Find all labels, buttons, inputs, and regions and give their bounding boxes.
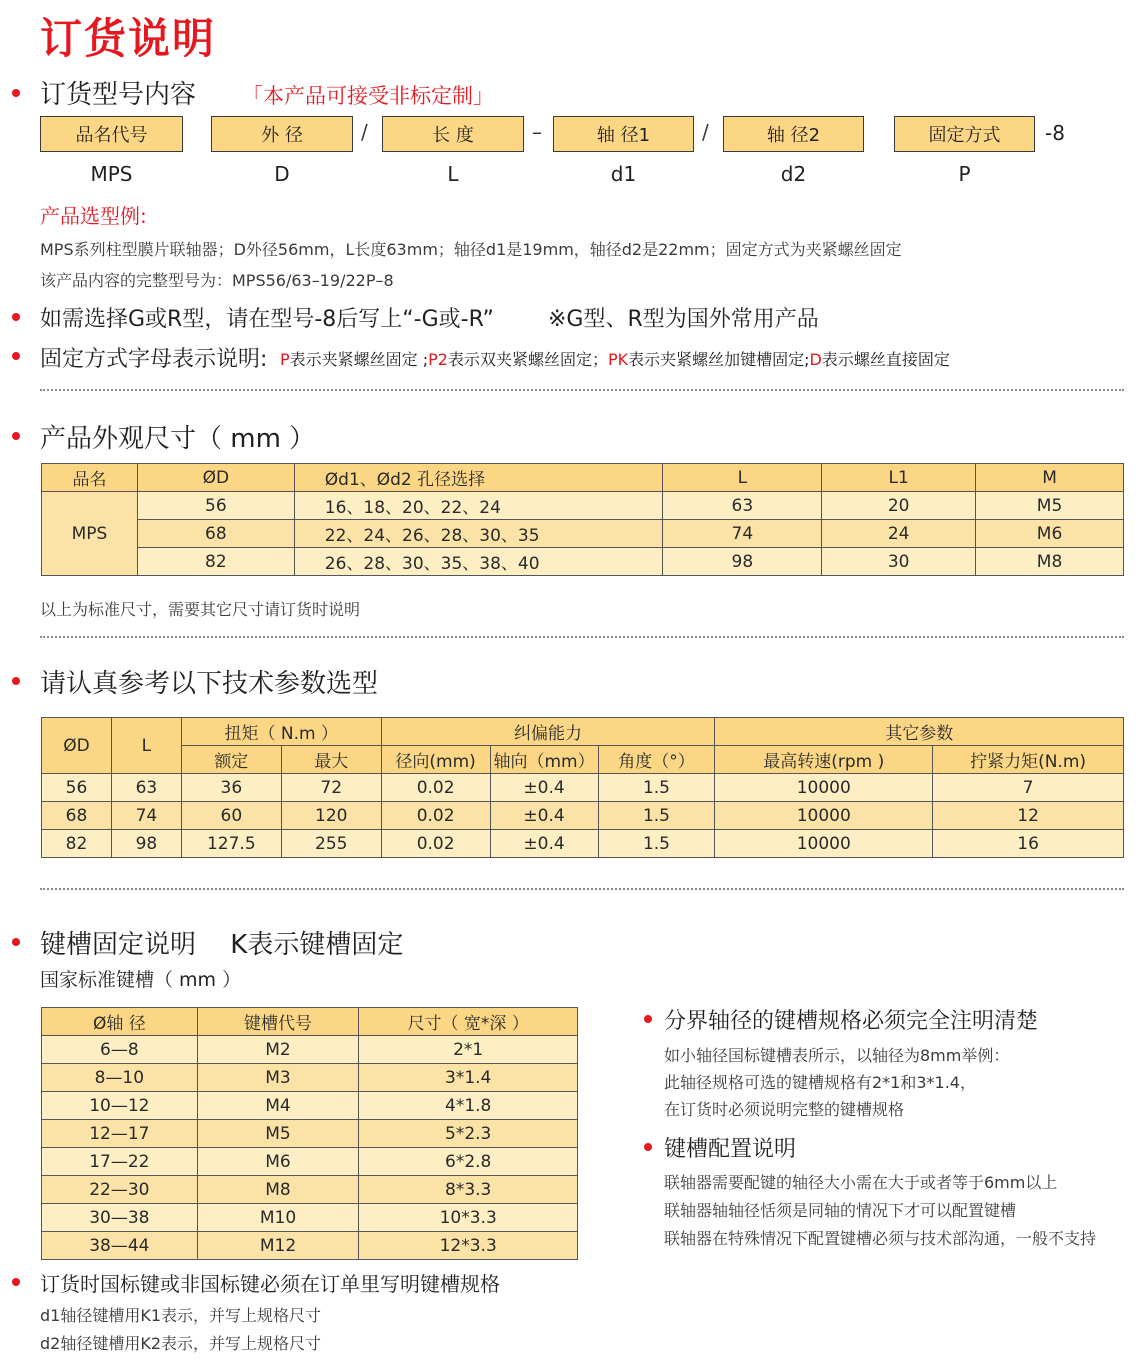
code-d1: d1: [610, 162, 637, 186]
table-cell: 63: [663, 492, 822, 520]
table-row: [42, 492, 1124, 520]
table-cell: M8: [976, 548, 1124, 576]
table-row: [42, 774, 1124, 802]
table-cell: 1.5: [598, 802, 715, 830]
column-header: 最高转速(rpm ): [715, 746, 933, 774]
fix-legend: [280, 347, 950, 370]
key-heading: 键槽固定说明 K表示键槽固定: [40, 930, 404, 960]
table-row: [42, 1036, 578, 1064]
table-cell: 127.5: [181, 830, 281, 858]
table-cell: 38—44: [42, 1232, 198, 1260]
key-subheading: 国家标准键槽（ mm ）: [40, 969, 242, 991]
table-row: [42, 1092, 578, 1120]
table-cell: M5: [197, 1120, 359, 1148]
column-header: 轴向（mm）: [490, 746, 598, 774]
divider: [40, 636, 1124, 638]
right-line: 在订货时必须说明完整的键槽规格: [664, 1100, 905, 1119]
table-cell: 12—17: [42, 1120, 198, 1148]
table-cell: M5: [976, 492, 1124, 520]
model-suffix: -8: [1045, 121, 1065, 145]
dims-note: 以上为标准尺寸，需要其它尺寸请订货时说明: [40, 600, 361, 619]
dims-table: [41, 463, 1124, 576]
table-cell: 68: [42, 802, 112, 830]
tech-heading: 请认真参考以下技术参数选型: [40, 669, 379, 699]
column-header: 径向(mm): [381, 746, 490, 774]
table-cell: M4: [197, 1092, 359, 1120]
table-cell: 98: [111, 830, 181, 858]
column-header: Ød1、Ød2 孔径选择: [294, 464, 663, 492]
table-cell: 16、18、20、22、24: [294, 492, 663, 520]
table-cell: 56: [137, 492, 294, 520]
table-cell: 68: [137, 520, 294, 548]
code-l: L: [447, 162, 459, 186]
table-cell: M3: [197, 1064, 359, 1092]
column-header: 键槽代号: [197, 1008, 359, 1036]
box-name-code: 品名代号: [40, 116, 183, 152]
order-note: 「本产品可接受非标定制」: [242, 84, 494, 108]
gr-text: 如需选择G或R型，请在型号-8后写上“-G或-R”: [40, 307, 494, 332]
table-header-row: [42, 1008, 578, 1036]
column-header: ØD: [42, 718, 112, 774]
table-row: [42, 1176, 578, 1204]
fix-code: P2: [428, 350, 448, 369]
table-cell: M12: [197, 1232, 359, 1260]
code-p: P: [958, 162, 971, 186]
table-row: [42, 520, 1124, 548]
example-line-1: MPS系列柱型膜片联轴器；D外径56mm，L长度63mm；轴径d1是19mm，轴径d2是22mm；固定方式为夹紧螺丝固定: [40, 240, 902, 259]
fix-desc: 表示双夹紧螺丝固定；: [447, 350, 608, 369]
table-cell: 0.02: [381, 774, 490, 802]
table-row: [42, 1120, 578, 1148]
table-header-row: [42, 746, 1124, 774]
column-header: 额定: [181, 746, 281, 774]
table-row: [42, 1204, 578, 1232]
gr-note: ※G型、R型为国外常用产品: [548, 307, 819, 332]
column-header: 拧紧力矩(N.m): [933, 746, 1124, 774]
table-cell: 8*3.3: [359, 1176, 578, 1204]
column-header: 品名: [42, 464, 138, 492]
bottom-line: d2轴径键槽用K2表示，并写上规格尺寸: [40, 1334, 322, 1353]
table-cell: M6: [976, 520, 1124, 548]
example-label: 产品选型例:: [40, 204, 147, 228]
box-bore-d2: 轴 径2: [723, 116, 864, 152]
table-cell: 22、24、26、28、30、35: [294, 520, 663, 548]
fix-code: D: [809, 350, 822, 369]
table-cell: 20: [822, 492, 976, 520]
table-cell: 8—10: [42, 1064, 198, 1092]
right-line: 联轴器需要配键的轴径大小需在大于或者等于6mm以上: [664, 1173, 1058, 1192]
table-row: [42, 1148, 578, 1176]
column-header: L1: [822, 464, 976, 492]
bullet-icon: [644, 1015, 652, 1023]
table-cell: 2*1: [359, 1036, 578, 1064]
table-cell: M6: [197, 1148, 359, 1176]
separator: /: [702, 120, 709, 144]
column-header: 尺寸（ 宽*深 ）: [359, 1008, 578, 1036]
column-header: Ø轴 径: [42, 1008, 198, 1036]
box-fix-method: 固定方式: [894, 116, 1035, 152]
table-cell: 10—12: [42, 1092, 198, 1120]
table-cell: 10000: [715, 802, 933, 830]
right-line: 联轴器轴轴径恬须是同轴的情况下才可以配置键槽: [664, 1201, 1017, 1220]
table-cell: 63: [111, 774, 181, 802]
table-row: [42, 830, 1124, 858]
bottom-heading: 订货时国标键或非国标键必须在订单里写明键槽规格: [40, 1272, 500, 1296]
table-header-row: [42, 464, 1124, 492]
column-header: 角度（°）: [598, 746, 715, 774]
tech-table: [41, 717, 1124, 858]
table-cell: 82: [137, 548, 294, 576]
bullet-icon: [644, 1143, 652, 1151]
table-cell: 255: [281, 830, 381, 858]
table-cell: 74: [663, 520, 822, 548]
table-cell: 10*3.3: [359, 1204, 578, 1232]
table-cell: 24: [822, 520, 976, 548]
code-name: MPS: [90, 162, 133, 186]
separator: /: [361, 120, 368, 144]
table-cell: 5*2.3: [359, 1120, 578, 1148]
table-cell: 22—30: [42, 1176, 198, 1204]
table-cell: 26、28、30、35、38、40: [294, 548, 663, 576]
right-line: 联轴器在特殊情况下配置键槽必须与技术部沟通，一般不支持: [664, 1229, 1097, 1248]
code-d: D: [274, 162, 290, 186]
code-d2: d2: [780, 162, 807, 186]
box-outer-dia: 外 径: [211, 116, 353, 152]
divider: [40, 888, 1124, 890]
table-cell: M8: [197, 1176, 359, 1204]
table-cell: 4*1.8: [359, 1092, 578, 1120]
table-cell: 12: [933, 802, 1124, 830]
box-length: 长 度: [382, 116, 524, 152]
table-cell: 30: [822, 548, 976, 576]
divider: [40, 389, 1124, 391]
dims-heading: 产品外观尺寸（ mm ）: [40, 424, 316, 454]
order-heading: 订货型号内容: [40, 80, 197, 110]
column-header: M: [976, 464, 1124, 492]
table-cell: 82: [42, 830, 112, 858]
table-cell: 10000: [715, 774, 933, 802]
fix-code: PK: [607, 350, 629, 369]
table-header-row: [42, 718, 1124, 746]
table-cell: 16: [933, 830, 1124, 858]
bullet-icon: [12, 313, 20, 321]
bullet-icon: [12, 352, 20, 360]
table-cell: 0.02: [381, 830, 490, 858]
table-cell: ±0.4: [490, 830, 598, 858]
table-cell: ±0.4: [490, 774, 598, 802]
column-header: 其它参数: [715, 718, 1124, 746]
table-cell: 17—22: [42, 1148, 198, 1176]
bullet-icon: [12, 938, 20, 946]
table-cell: 6*2.8: [359, 1148, 578, 1176]
box-bore-d1: 轴 径1: [553, 116, 694, 152]
table-cell: 1.5: [598, 774, 715, 802]
bottom-line: d1轴径键槽用K1表示，并写上规格尺寸: [40, 1306, 322, 1325]
bullet-icon: [12, 677, 20, 685]
table-row: [42, 1064, 578, 1092]
column-header: L: [663, 464, 822, 492]
product-cell: MPS: [42, 492, 138, 576]
table-cell: 7: [933, 774, 1124, 802]
table-cell: 10000: [715, 830, 933, 858]
table-cell: 12*3.3: [359, 1232, 578, 1260]
table-cell: 3*1.4: [359, 1064, 578, 1092]
example-line-2: 该产品内容的完整型号为：MPS56/63–19/22P–8: [40, 271, 394, 290]
table-cell: 56: [42, 774, 112, 802]
table-cell: 120: [281, 802, 381, 830]
table-cell: 6—8: [42, 1036, 198, 1064]
fix-heading: 固定方式字母表示说明:: [40, 347, 268, 372]
fix-desc: 表示夹紧螺丝加键槽固定;: [628, 350, 810, 369]
right-heading-1: 分界轴径的键槽规格必须完全注明清楚: [664, 1009, 1039, 1034]
bullet-icon: [12, 432, 20, 440]
table-cell: M2: [197, 1036, 359, 1064]
table-cell: 60: [181, 802, 281, 830]
table-row: [42, 802, 1124, 830]
table-cell: 72: [281, 774, 381, 802]
fix-code: P: [280, 350, 290, 369]
bullet-icon: [12, 1278, 20, 1286]
column-header: 扭矩（ N.m ）: [181, 718, 381, 746]
column-header: 最大: [281, 746, 381, 774]
table-row: [42, 1232, 578, 1260]
table-cell: 1.5: [598, 830, 715, 858]
table-cell: 74: [111, 802, 181, 830]
table-row: [42, 548, 1124, 576]
table-cell: ±0.4: [490, 802, 598, 830]
table-cell: 98: [663, 548, 822, 576]
separator: –: [532, 120, 542, 144]
column-header: ØD: [137, 464, 294, 492]
right-line: 如小轴径国标键槽表所示，以轴径为8mm举例：: [664, 1046, 1010, 1065]
column-header: L: [111, 718, 181, 774]
table-cell: M10: [197, 1204, 359, 1232]
fix-desc: 表示螺丝直接固定: [821, 350, 950, 369]
bullet-icon: [12, 89, 20, 97]
right-line: 此轴径规格可选的键槽规格有2*1和3*1.4，: [664, 1073, 976, 1092]
fix-desc: 表示夹紧螺丝固定 ;: [289, 350, 429, 369]
table-cell: 30—38: [42, 1204, 198, 1232]
table-cell: 36: [181, 774, 281, 802]
keyway-table: [41, 1007, 578, 1260]
table-cell: 0.02: [381, 802, 490, 830]
right-heading-2: 键槽配置说明: [664, 1137, 797, 1162]
column-header: 纠偏能力: [381, 718, 715, 746]
page-title: 订货说明: [40, 14, 217, 63]
